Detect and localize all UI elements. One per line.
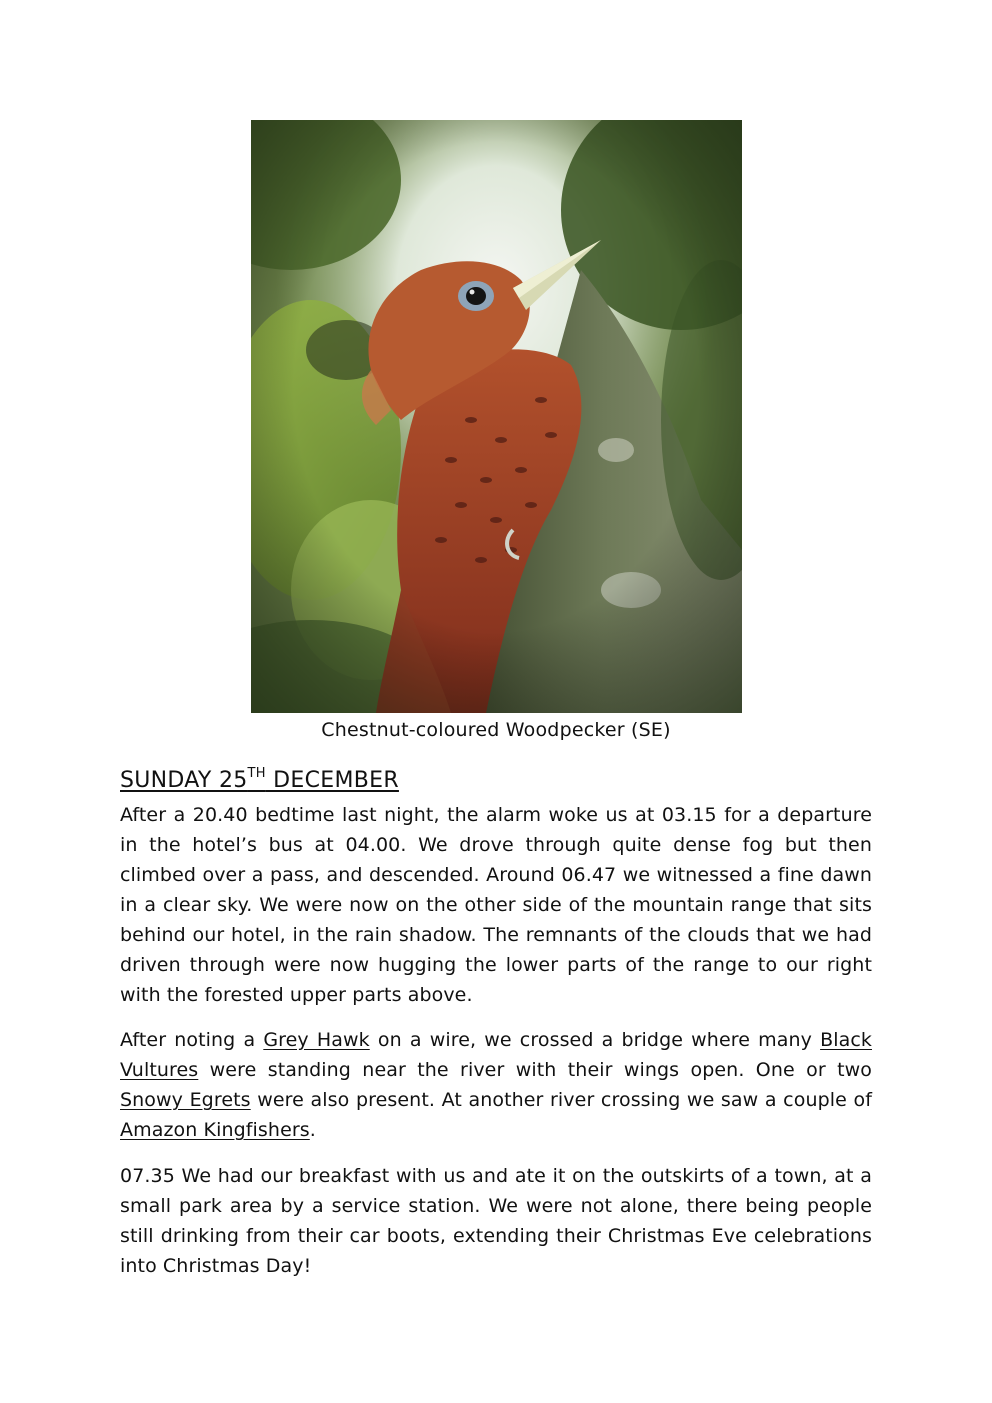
bird-name-grey-hawk: Grey Hawk [263,1029,370,1051]
paragraph-text-segment: . [309,1119,316,1141]
paragraph-text-segment: on a wire, we crossed a bridge where many [369,1029,821,1051]
paragraph-text-segment: were also present. At another river crossing we saw a couple of [250,1089,873,1111]
photo-caption: Chestnut-coloured Woodpecker (SE) [321,719,671,741]
day-heading [120,766,399,796]
day-heading-suffix: DECEMBER [265,768,399,793]
woodpecker-photo [251,120,742,713]
paragraph-breakfast: 07.35 We had our breakfast with us and ate it on the outskirts of a town, at a small park area by a service station. We were not alone, there being people still drinking from their car boots, extending their Christmas Eve celebrations into Christmas Day! [120,1165,872,1277]
bird-name-black-vultures: Black Vultures [120,1029,872,1081]
day-heading-prefix: SUNDAY 25 [120,768,248,793]
paragraph-text-segment: After noting a [120,1029,264,1051]
day-heading-superscript: TH [247,766,266,781]
bird-name-snowy-egrets: Snowy Egrets [120,1089,251,1111]
paragraph-morning-drive: After a 20.40 bedtime last night, the alarm woke us at 03.15 for a departure in the hotel’s bus at 04.00. We drove through quite dense fog but then climbed over a pass, and descended. Around 06.47 we witnessed a fine dawn in a clear sky. We were now on the other side of the mountain range that sits behind our hotel, in the rain shadow. The remnants of the clouds that we had driven through were now hugging the lower parts of the range to our right with the forested upper parts above. [120,804,872,1006]
paragraph-text-segment: were standing near the river with their wings open. One or two [198,1059,872,1081]
paragraph-birds-sighted [120,1025,872,1145]
bird-name-amazon-kingfishers: Amazon Kingfishers [120,1119,310,1141]
